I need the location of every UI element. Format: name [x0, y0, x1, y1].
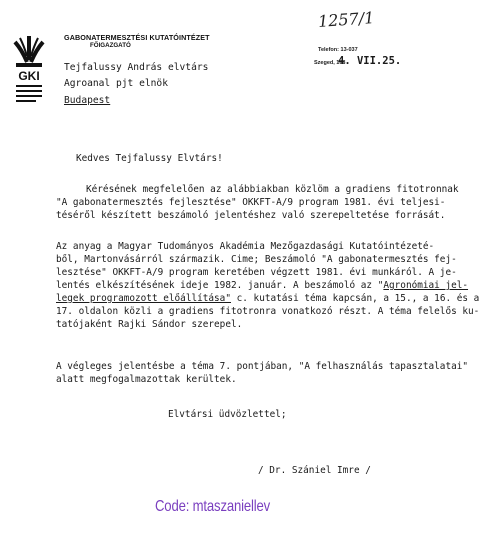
paragraph-3	[56, 360, 468, 386]
institute-name: GABONATERMESZTÉSI KUTATÓINTÉZET	[64, 33, 210, 42]
letter-date: 4. VII.25.	[338, 55, 402, 67]
p2-line: c. kutatási téma kapcsán, a 15., a 16. és a	[230, 293, 479, 304]
p2-underlined-title: Agronómiai jel-	[383, 280, 469, 291]
institute-logo	[12, 34, 46, 110]
signature: / Dr. Szániel Imre /	[258, 465, 371, 476]
place-year: Szeged, 198	[314, 60, 346, 66]
p2-line: ből, Martonvásárról származik. Cime; Beszámoló "A gabonatermesztés fej-	[56, 254, 457, 265]
p2-line: lesztése" OKKFT-A/9 program keretében végzett 1981. évi munkáról. A je-	[56, 267, 457, 278]
p2-underlined-title-cont: legek programozott előállítása"	[56, 293, 231, 304]
salutation: Kedves Tejfalussy Elvtárs!	[76, 153, 223, 164]
p2-line: tatójaként Rajki Sándor szerepel.	[56, 319, 243, 330]
p1-line: "A gabonatermesztés fejlesztése" OKKFT-A/9 program 1981. évi teljesi-	[56, 197, 446, 208]
p2-line: lentés elkészítésének ideje 1982. január. A beszámoló az "	[56, 280, 384, 291]
p2-line: Az anyag a Magyar Tudományos Akadémia Mezőgazdasági Kutatóintézeté-	[56, 241, 435, 252]
p1-line: Kérésének megfelelően az alábbiakban közlöm a gradiens fitotronnak	[86, 184, 459, 195]
recipient-title: Agroanal pjt elnök	[64, 78, 168, 89]
closing: Elvtársi üdvözlettel;	[168, 409, 287, 420]
paragraph-2	[56, 240, 479, 331]
code-stamp: Code: mtaszaniellev	[155, 498, 271, 515]
handwritten-reference: 1257/1	[317, 8, 375, 31]
p3-line: A végleges jelentésbe a téma 7. pontjában, "A felhasználás tapasztalatai"	[56, 361, 469, 372]
paragraph-1	[56, 183, 459, 222]
recipient-name: Tejfalussy András elvtárs	[64, 62, 209, 73]
recipient-city: Budapest	[64, 95, 111, 106]
phone-number: Telefon: 13-037	[318, 47, 358, 53]
p2-line: 17. oldalon közli a gradiens fitotronra vonatkozó részt. A téma felelős ku-	[56, 306, 479, 317]
p3-line: alatt megfogalmazottak kerültek.	[56, 374, 237, 385]
p1-line: téséről készített beszámoló jelentéshez való szerepeltetése forrását.	[56, 210, 446, 221]
institute-subtitle: FŐIGAZGATÓ	[90, 42, 131, 49]
logo-letters: GKI	[18, 69, 40, 83]
